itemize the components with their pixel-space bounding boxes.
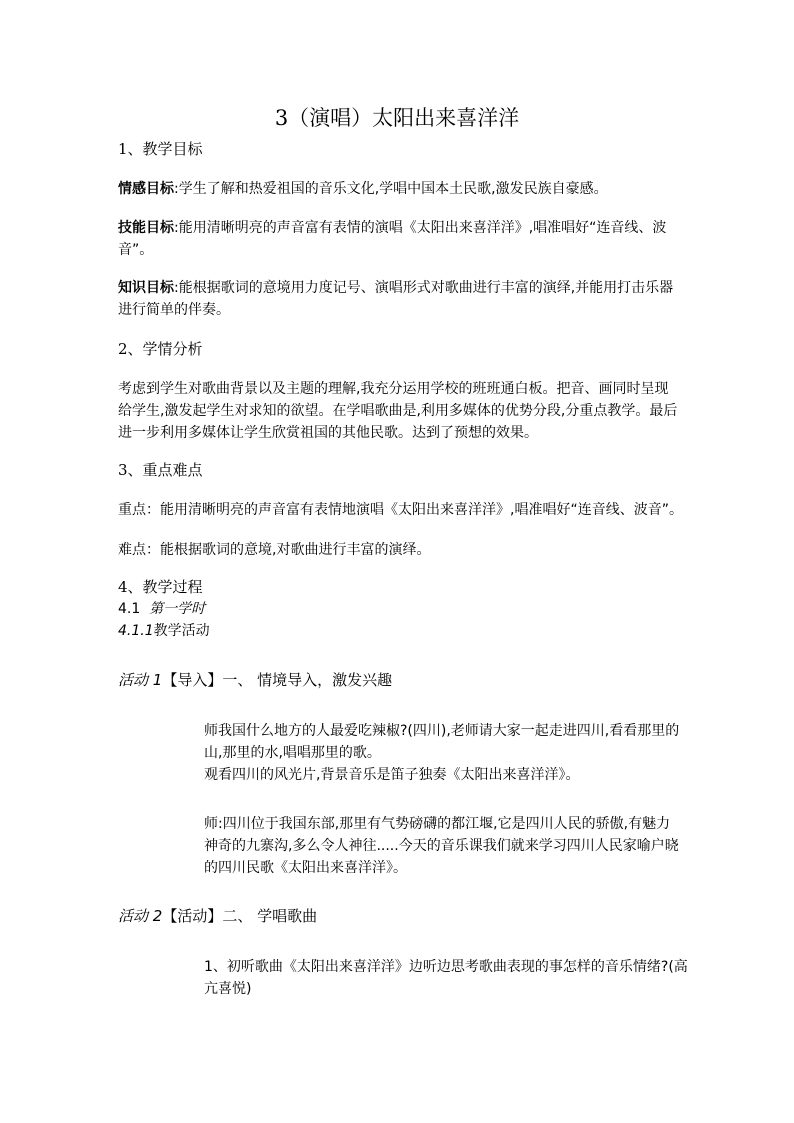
knowledge-goal-line-2: 进行简单的伴奏。 (118, 302, 230, 318)
section-heading-objectives: 1、教学目标 (118, 140, 203, 158)
section-heading-keypoints: 3、重点难点 (118, 461, 203, 479)
activity-2-p1-line-1: 1、初听歌曲《太阳出来喜洋洋》边听边思考歌曲表现的事怎样的音乐情绪?(高 (204, 959, 688, 975)
subsection-4-1-1 (118, 620, 210, 642)
key-point: 重点：能用清晰明亮的声音富有表情地演唱《太阳出来喜洋洋》,唱准唱好“连音线、波音”。 (118, 502, 683, 518)
activity-2-title: 二、 学唱歌曲 (222, 907, 318, 925)
subsection-4-1-1-number: 4.1.1 (118, 623, 154, 639)
knowledge-goal-text: :能根据歌词的意境用力度记号、演唱形式对歌曲进行丰富的演绎,并能用打击乐器 (174, 280, 674, 296)
subsection-4-1-label: 第一学时 (149, 601, 206, 617)
activity-1-p2-line-1: 师:四川位于我国东部,那里有气势磅礴的都江堰,它是四川人民的骄傲,有魅力 (204, 816, 671, 832)
analysis-line-3: 进一步利用多媒体让学生欣赏祖国的其他民歌。达到了预想的效果。 (118, 425, 538, 441)
activity-1-p1-line-1: 师我国什么地方的人最爱吃辣椒?(四川),老师请大家一起走进四川,看看那里的 (204, 723, 680, 739)
analysis-line-1: 考虑到学生对歌曲背景以及主题的理解,我充分运用学校的班班通白板。把音、画同时呈现 (118, 381, 669, 397)
activity-1-bracket: 【导入】 (162, 671, 223, 689)
activity-2-prefix: 活动 2 (118, 907, 163, 925)
difficulty-point: 难点：能根据歌词的意境,对歌曲进行丰富的演绎。 (118, 542, 431, 558)
skill-goal-line-1 (118, 217, 666, 239)
skill-goal-text: :能用清晰明亮的声音富有表情的演唱《太阳出来喜洋洋》,唱准唱好“连音线、波 (174, 220, 667, 236)
skill-goal-label: 技能目标 (118, 220, 174, 236)
skill-goal-line-2: 音”。 (118, 242, 154, 258)
emotion-goal-text: :学生了解和热爱祖国的音乐文化,学唱中国本土民歌,激发民族自豪感。 (174, 181, 608, 197)
activity-2-heading (118, 905, 317, 927)
analysis-line-2: 给学生,激发起学生对求知的欲望。在学唱歌曲是,利用多媒体的优势分段,分重点教学。最后 (118, 403, 678, 419)
emotion-goal (118, 178, 608, 200)
document-title: 3（演唱）太阳出来喜洋洋 (274, 106, 520, 130)
activity-1-prefix: 活动 1 (118, 671, 163, 689)
activity-2-bracket: 【活动】 (162, 907, 223, 925)
activity-1-p2-line-2: 神奇的九寨沟,多么令人神往.....今天的音乐课我们就来学习四川人民家喻户晓 (204, 838, 679, 854)
knowledge-goal-label: 知识目标 (118, 280, 174, 296)
subsection-4-1-1-label: 教学活动 (153, 623, 210, 639)
knowledge-goal-line-1 (118, 277, 673, 299)
emotion-goal-label: 情感目标 (118, 181, 174, 197)
section-heading-analysis: 2、学情分析 (118, 340, 203, 358)
activity-1-title: 一、 情境导入，激发兴趣 (222, 671, 393, 689)
subsection-4-1-number: 4.1 (118, 601, 141, 617)
section-heading-process: 4、教学过程 (118, 578, 203, 596)
activity-1-p1-line-3: 观看四川的风光片,背景音乐是笛子独奏《太阳出来喜洋洋》。 (204, 767, 580, 783)
activity-2-p1-line-2: 亢喜悦) (204, 981, 252, 997)
subsection-4-1 (118, 598, 205, 620)
activity-1-p1-line-2: 山,那里的水,唱唱那里的歌。 (204, 745, 381, 761)
activity-1-p2-line-3: 的四川民歌《太阳出来喜洋洋》。 (204, 860, 407, 876)
activity-1-heading (118, 669, 392, 691)
